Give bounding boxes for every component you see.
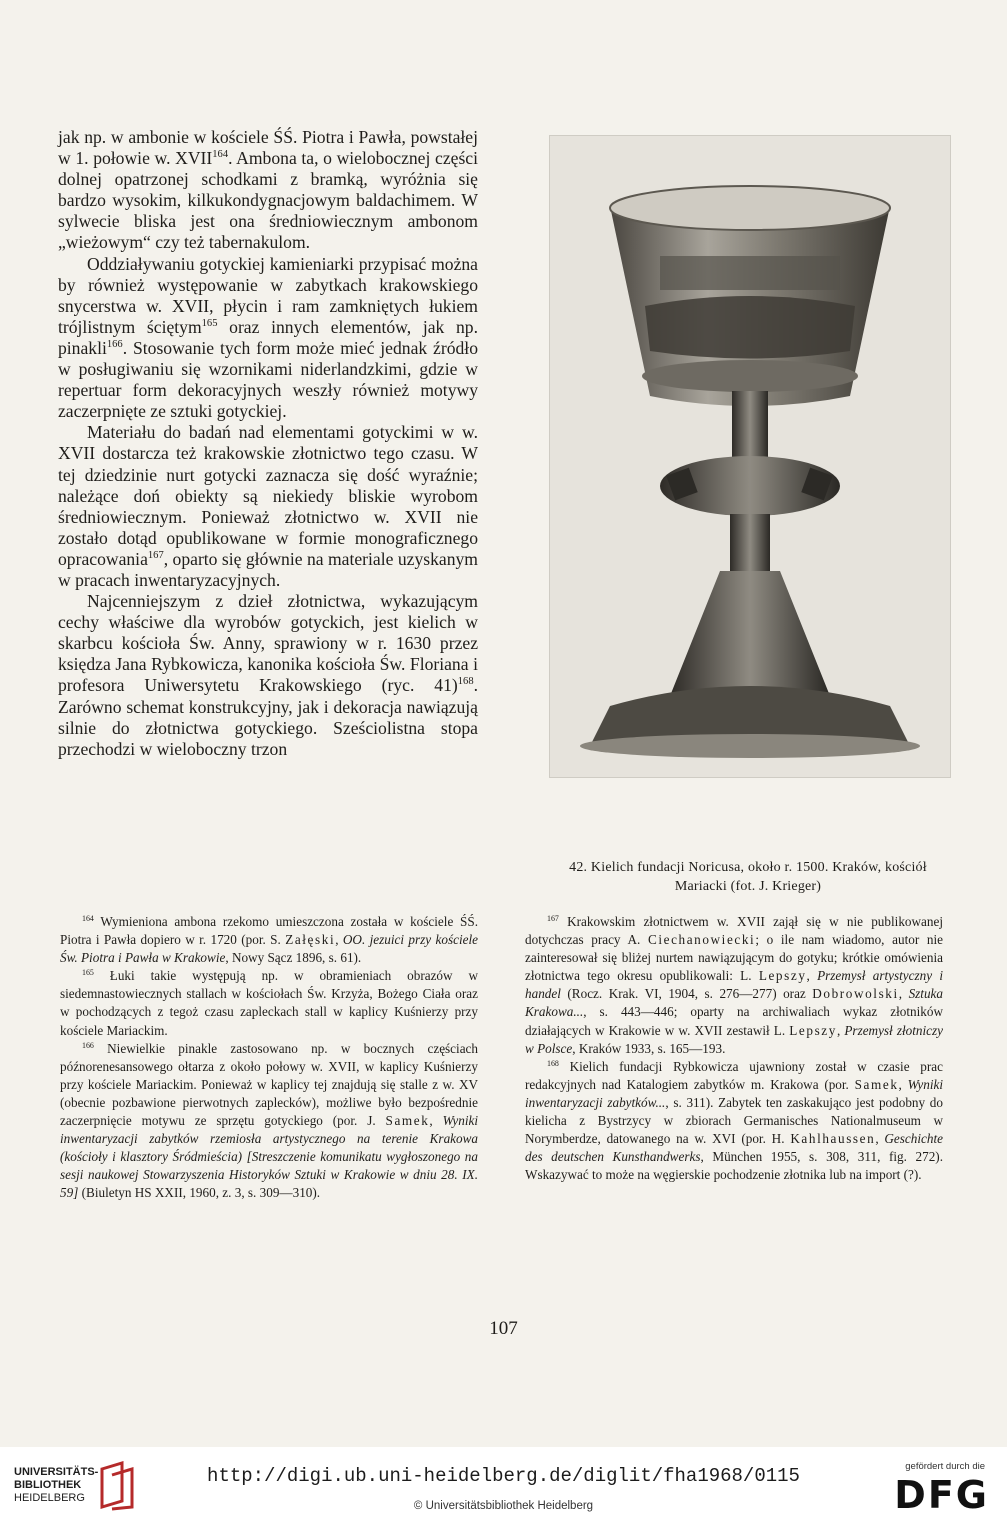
paragraph bbox=[58, 254, 478, 423]
author: Ciechanowiecki bbox=[647, 932, 756, 948]
author: Dobrowolski bbox=[812, 986, 899, 1002]
text: (Rocz. Krak. VI, 1904, s. 276—277) oraz bbox=[560, 986, 813, 1002]
title: Wyniki inwentaryzacji zabytków rzemiosła artystycznego na terenie Krakowa (kościoły i klasztory Śródmieścia) [Streszczenie komunikatu wygłoszonego na sesji naukowej Stowarzyszenia Historyków Sztuki w Krakowie w dniu 28. IX. 59] bbox=[60, 1113, 479, 1201]
author: Załęski bbox=[285, 932, 336, 948]
text: , s. 311). Zabytek ten zaskakująco jest podobny do kielicha z Bystrzycy w zbiorach Germanisches Nationalmuseum w Norymberdze, datowanego na w. XVI (por. H. bbox=[525, 1094, 943, 1147]
title: OO. jezuici przy kościele Św. Piotra i Pawła w Krakowie bbox=[60, 932, 478, 966]
paragraph bbox=[58, 127, 478, 254]
text: Łuki takie występują np. w obramieniach obrazów w siedemnastowiecznych stallach w kościołach Św. Krzyża, Bożego Ciała oraz w pochodzących z tegoż czasu zapleckach stall w kaplicy Kuśnierzy przy kościele Mariackim. bbox=[60, 968, 478, 1038]
footnote-165 bbox=[60, 967, 478, 1039]
footnotes-left bbox=[60, 913, 478, 1203]
text: . Ambona ta, o wielobocznej części dolnej opatrzonej schodkami z bramką, wyróżnia się bardzo wysokim, kilkukondygnacjowym baldachimem. W sylwecie bliska jest ona średniowiecznym ambonom „wieżowym“ czy też tabernakulom. bbox=[58, 148, 478, 253]
footnote-number: 167 bbox=[547, 913, 559, 923]
text: , bbox=[898, 1076, 908, 1092]
footnote-ref[interactable]: 166 bbox=[106, 339, 123, 351]
footnote-ref[interactable]: 165 bbox=[201, 317, 218, 329]
author: Samek bbox=[385, 1113, 430, 1129]
footnote-168 bbox=[525, 1058, 943, 1185]
footnote-number: 165 bbox=[82, 968, 94, 978]
text: jak np. w ambonie w kościele ŚŚ. Piotra i Pawła, powstałej w 1. połowie w. XVII bbox=[58, 127, 478, 169]
text: Kielich fundacji Rybkowicza ujawniony został w czasie prac redakcyjnych nad Katalogiem zabytków m. Krakowa (por. bbox=[525, 1058, 943, 1092]
title: Geschichte des deutschen Kunsthandwerks bbox=[525, 1131, 943, 1165]
text: , oparto się głównie na materiale uzyskanym w pracach inwentaryzacyjnych. bbox=[58, 548, 478, 590]
author: Lepszy bbox=[789, 1022, 837, 1038]
text: oraz innych elementów, jak np. pinakli bbox=[58, 316, 478, 358]
footnote-167 bbox=[525, 913, 943, 1058]
text: , bbox=[875, 1131, 885, 1147]
caption-line: Mariacki (fot. J. Krieger) bbox=[674, 879, 822, 894]
text: Niewielkie pinakle zastosowano np. w bocznych częściach późnorenesansowego ołtarza z około połowy w. XVII, w kaplicy Kuśnierzy przy kościele Mariackim. Ponieważ w kaplicy tej znajdują się stalle z w. XV (obecnie pozbawione pierwotnych zaplecków), możliwe było bezpośrednie zaczerpnięcie motywu ze sprzętu gotyckiego (por. J. bbox=[60, 1040, 478, 1129]
title: Przemysł złotniczy w Polsce bbox=[525, 1022, 943, 1056]
text: , bbox=[898, 986, 909, 1002]
footnote-number: 166 bbox=[82, 1040, 94, 1050]
text: , s. 443—446; oparty na archiwaliach wykaz złotników działających w Krakowie w w. XVII zestawił L. bbox=[525, 1004, 943, 1038]
text: , bbox=[429, 1113, 443, 1129]
main-text-column bbox=[58, 127, 478, 760]
chalice-photograph bbox=[549, 135, 951, 778]
text: , München 1955, s. 308, 311, fig. 272). Wskazywać to może na węgierskie pochodzenie złotnika lub na import (?). bbox=[525, 1149, 943, 1183]
dfg-logo[interactable]: DFG bbox=[894, 1473, 989, 1517]
text: , Kraków 1933, s. 165—193. bbox=[572, 1040, 726, 1056]
text: , bbox=[836, 1022, 845, 1038]
text: Oddziaływaniu gotyckiej kamieniarki przypisać można by również występowanie w zabytkach krakowskiego snycerstwa w. XVII, płycin i ram zamkniętych łukiem trójlistnym ściętym bbox=[58, 253, 478, 337]
text: Krakowskim złotnictwem w. XVII zajął się w nie publikowanej dotychczas pracy A. bbox=[525, 914, 943, 948]
author: Samek bbox=[854, 1076, 899, 1092]
text: , Nowy Sącz 1896, s. 61). bbox=[225, 950, 362, 966]
page-number: 107 bbox=[489, 1318, 518, 1339]
text: . Stosowanie tych form może mieć jednak źródło w posługiwaniu się wzornikami niderlandzkimi, gdzie w repertuar form dekoracyjnych weszły również motywy zaczerpnięte ze sztuki gotyckiej. bbox=[58, 337, 478, 422]
copyright: © Universitätsbibliothek Heidelberg bbox=[413, 1500, 594, 1512]
caption-line: 42. Kielich fundacji Noricusa, około r. 1500. Kraków, kościół bbox=[569, 860, 927, 875]
logo-line: HEIDELBERG bbox=[14, 1492, 85, 1504]
logo-line: UNIVERSITÄTS- bbox=[14, 1466, 99, 1478]
footnote-166 bbox=[60, 1040, 478, 1203]
footnote-ref[interactable]: 168 bbox=[457, 676, 474, 688]
logo-line: BIBLIOTHEK bbox=[14, 1479, 82, 1491]
text: Najcenniejszym z dzieł złotnictwa, wykazującym cechy właściwe dla wyrobów gotyckich, jest kielich w skarbcu kościoła Św. Anny, sprawiony w r. 1630 przez księdza Jana Rybkowicza, kanonika kościoła Św. Floriana i profesora Uniwersytetu Krakowskiego (ryc. 41) bbox=[58, 591, 478, 696]
text: ; o ile nam wiadomo, autor nie zainteresował się bliżej nurtem nawiązującym do gotyku; krótkie omówienia złotnictwa tego okresu opublikowali: L. bbox=[525, 932, 943, 984]
title: Przemysł artystyczny i handel bbox=[525, 968, 944, 1002]
funding-label: gefördert durch die bbox=[905, 1461, 985, 1472]
chalice-illustration bbox=[550, 136, 950, 777]
text: (Biuletyn HS XXII, 1960, z. 3, s. 309—310). bbox=[78, 1185, 321, 1201]
paragraph bbox=[58, 422, 478, 591]
footnote-ref[interactable]: 164 bbox=[212, 149, 229, 161]
title: Wyniki inwentaryzacji zabytków... bbox=[525, 1076, 943, 1110]
footnote-number: 168 bbox=[547, 1058, 559, 1068]
author: Kahlhaussen bbox=[790, 1131, 876, 1147]
author: Lepszy bbox=[758, 968, 807, 984]
footer-bar bbox=[0, 1447, 1007, 1526]
text: Wymieniona ambona rzekomo umieszczona została w kościele ŚŚ. Piotra i Pawła dopiero w r. 1720 (por. S. bbox=[60, 914, 478, 948]
title: Sztuka Krakowa... bbox=[525, 986, 944, 1020]
figure-caption bbox=[520, 858, 976, 896]
paragraph bbox=[58, 591, 478, 760]
text: Materiału do badań nad elementami gotyckimi w w. XVII dostarcza też krakowskie złotnictwo tego czasu. W tej dziedzinie nurt gotycki zaznacza się dość wyraźnie; należące doń obiekty są niekiedy bliskie wyrobom średniowiecznym. Ponieważ złotnictwo w. XVII nie zostało dotąd opublikowane w formie monograficznego opracowania bbox=[58, 422, 478, 569]
footnotes-right bbox=[525, 913, 943, 1184]
footnote-ref[interactable]: 167 bbox=[147, 550, 164, 562]
text: . Zarówno schemat konstrukcyjny, jak i dekoracja nawiązują silnie do złotnictwa gotyckiego. Sześciolistna stopa przechodzi w wieloboczny trzon bbox=[58, 675, 478, 759]
text: , bbox=[806, 968, 818, 984]
text: , bbox=[335, 932, 343, 948]
footnote-164 bbox=[60, 913, 478, 967]
footnote-number: 164 bbox=[82, 913, 94, 923]
permalink[interactable]: http://digi.ub.uni-heidelberg.de/diglit/fha1968/0115 bbox=[207, 1465, 800, 1487]
